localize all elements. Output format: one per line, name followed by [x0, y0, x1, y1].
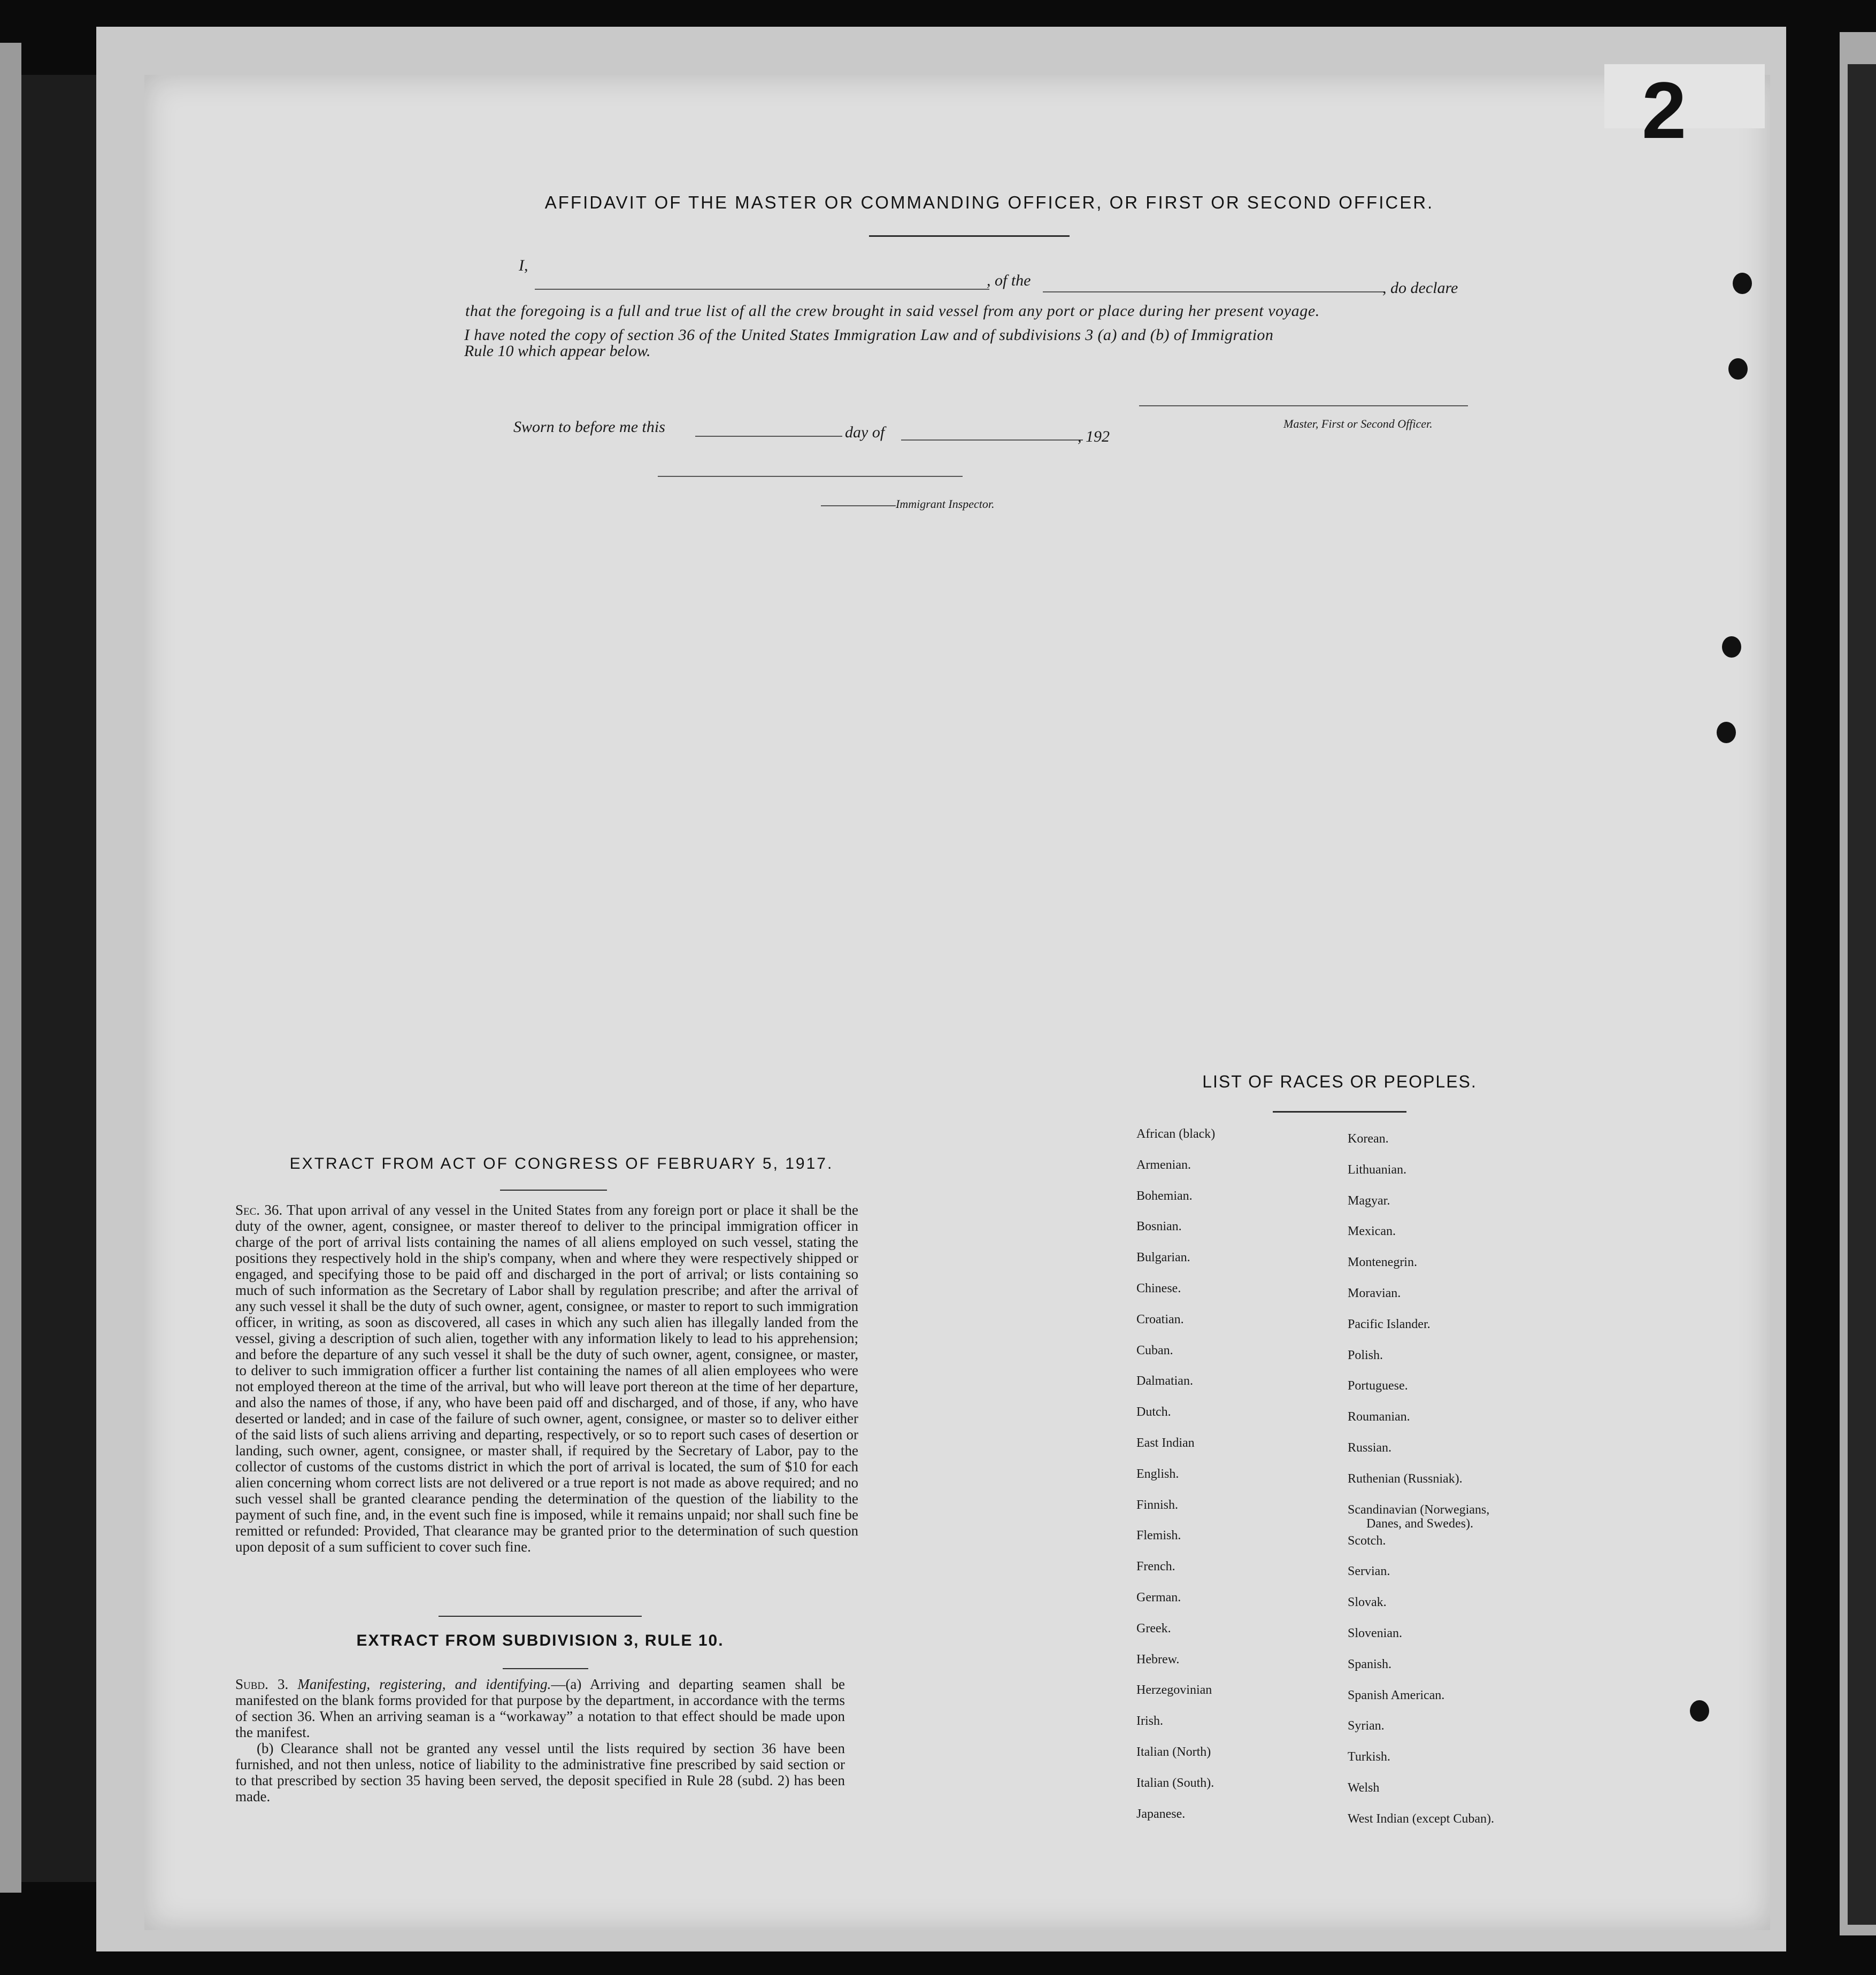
race-item: West Indian (except Cuban).	[1348, 1811, 1494, 1826]
race-item: Mexican.	[1348, 1224, 1396, 1239]
affidavit-line-2: I have noted the copy of section 36 of the United States Immigration Law and of subdivisions 3 (a) and (b) of Immigration	[464, 326, 1274, 344]
race-item: Bulgarian.	[1136, 1251, 1190, 1265]
race-item: Chinese.	[1136, 1282, 1181, 1295]
sworn-day-blank	[695, 436, 842, 437]
inspector-line-1	[658, 476, 963, 477]
punch-hole	[1722, 636, 1741, 658]
race-item: Montenegrin.	[1348, 1255, 1417, 1270]
act-title-rule	[500, 1190, 607, 1191]
rule-extract-title: EXTRACT FROM SUBDIVISION 3, RULE 10.	[356, 1632, 724, 1649]
race-item: German.	[1136, 1591, 1181, 1604]
race-item: Ruthenian (Russniak).	[1348, 1471, 1463, 1486]
race-item: Korean.	[1348, 1132, 1389, 1146]
race-item: Spanish American.	[1348, 1688, 1445, 1702]
section-36-text	[235, 1202, 858, 1555]
affidavit-of-the-label: , of the	[987, 272, 1031, 289]
page-number: 2	[1642, 65, 1687, 155]
race-item: French.	[1136, 1560, 1175, 1574]
affidavit-line-1: that the foregoing is a full and true list of all the crew brought in said vessel from any port or place during her present voyage.	[465, 302, 1320, 320]
race-item: Scandinavian (Norwegians,	[1348, 1502, 1490, 1517]
race-item: African (black)	[1136, 1127, 1216, 1141]
race-item: Slovak.	[1348, 1595, 1387, 1610]
name-blank	[535, 289, 989, 290]
punch-hole	[1728, 358, 1748, 380]
race-item: Portuguese.	[1348, 1379, 1408, 1393]
race-item: Dutch.	[1136, 1405, 1171, 1419]
master-caption: Master, First or Second Officer.	[1283, 417, 1433, 430]
subdivision-3-text	[235, 1676, 845, 1804]
race-item: Croatian.	[1136, 1312, 1184, 1326]
affidavit-declare-label: , do declare	[1382, 279, 1458, 297]
race-item: Syrian.	[1348, 1719, 1385, 1733]
race-item: Servian.	[1348, 1564, 1390, 1579]
race-item: Irish.	[1136, 1714, 1163, 1729]
races-title: LIST OF RACES OR PEOPLES.	[1202, 1072, 1477, 1091]
race-item: Russian.	[1348, 1441, 1392, 1455]
subd-label: Subd. 3.	[235, 1676, 289, 1692]
race-item: Italian (South).	[1136, 1776, 1214, 1790]
race-item: Greek.	[1136, 1621, 1171, 1635]
race-item: Japanese.	[1136, 1807, 1186, 1821]
subd-heading: Manifesting, registering, and identifying.	[297, 1676, 551, 1692]
race-item: Lithuanian.	[1348, 1162, 1406, 1177]
race-item: Dalmatian.	[1136, 1374, 1193, 1388]
race-item: Herzegovinian	[1136, 1683, 1212, 1698]
affidavit-i-label: I,	[519, 257, 528, 274]
race-item: English.	[1136, 1467, 1179, 1481]
race-item: Pacific Islander.	[1348, 1317, 1431, 1331]
subd-para-a: —(a) Arriving and departing seamen shall be manifested on the blank forms provided for that purpose by the department, in accordance with the terms of section 36. When an arriving seaman is a “workaway” a notation to that effect should be made upon the manifest.	[235, 1676, 845, 1740]
section-36-body: That upon arrival of any vessel in the United States from any foreign port or place it shall be the duty of the owner, agent, consignee, or master thereof to deliver to the principal immigration officer in charge of the port of arrival lists containing the names of all aliens employed on such vessel, stating the positions they respectively hold in the ship's company, when and where they were respectively shipped or engaged, and specifying those to be paid off and discharged in the port of arrival; or lists containing so much of such information as the Secretary of Labor shall by regulation prescribe; and after the arrival of any such vessel it shall be the duty of such owner, agent, consignee, or master to report to such immigration officer, in writing, as soon as discovered, all cases in which any such alien has illegally landed from the vessel, giving a description of such alien, together with any information likely to lead to his apprehension; and before the departure of any such vessel it shall be the duty of such owner, agent, consignee, or master, to deliver to such immigration officer a further list containing the names of all alien employees who were not employed thereon at the time of the arrival, but who will leave port thereon at the time of her departure, and also the names of those, if any, who have been paid off and discharged, and of those, if any, who have deserted or landed; and in case of the failure of such owner, agent, consignee, or master so to deliver either of the said lists of such aliens arriving and departing, respectively, or so to report such cases of desertion or landing, such owner, agent, consignee, or master shall, if required by the Secretary of Labor, pay to the collector of customs of the customs district in which the port of arrival is located, the sum of $10 for each alien concerning whom correct lists are not delivered or a true report is not made as above required; and no such vessel shall be granted clearance pending the determination of the question of the liability to the payment of such fine, and, in the event such fine is imposed, while it remains unpaid; nor shall such fine be remitted or refunded: Provided, That clearance may be granted prior to the determination of such question upon deposit of a sum sufficient to cover such fine.	[235, 1202, 858, 1555]
month-blank	[901, 439, 1083, 441]
race-item: East Indian	[1136, 1436, 1195, 1450]
race-item: Bosnian.	[1136, 1220, 1182, 1234]
punch-hole	[1690, 1700, 1709, 1722]
race-item: Turkish.	[1348, 1750, 1390, 1764]
race-item: Italian (North)	[1136, 1745, 1211, 1759]
master-signature-line	[1139, 405, 1468, 406]
day-of-label: day of	[845, 423, 885, 441]
affidavit-line-3: Rule 10 which appear below.	[464, 342, 651, 360]
race-item: Flemish.	[1136, 1529, 1181, 1543]
affidavit-title: AFFIDAVIT OF THE MASTER OR COMMANDING OFFICER, OR FIRST OR SECOND OFFICER.	[544, 192, 1434, 212]
race-item: Scotch.	[1348, 1533, 1386, 1548]
affidavit-title-rule	[869, 235, 1070, 237]
race-item: Welsh	[1348, 1781, 1380, 1795]
punch-hole	[1717, 722, 1736, 743]
race-item: Hebrew.	[1136, 1652, 1180, 1667]
vessel-blank	[1043, 291, 1385, 292]
race-item: Polish.	[1348, 1348, 1383, 1362]
race-item: Finnish.	[1136, 1498, 1179, 1512]
race-item: Magyar.	[1348, 1193, 1390, 1208]
race-item: Spanish.	[1348, 1657, 1392, 1671]
race-item: Cuban.	[1136, 1343, 1173, 1357]
document-page	[144, 75, 1770, 1930]
inspector-line-2	[821, 505, 896, 506]
sworn-label: Sworn to before me this	[513, 418, 665, 436]
race-item: Roumanian.	[1348, 1410, 1410, 1424]
right-page-shadow	[1848, 64, 1876, 1925]
race-item: Armenian.	[1136, 1158, 1191, 1172]
race-item: Moravian.	[1348, 1286, 1401, 1300]
races-title-rule	[1273, 1111, 1406, 1113]
punch-hole	[1733, 273, 1752, 294]
race-item: Danes, and Swedes).	[1366, 1516, 1473, 1531]
act-extract-title: EXTRACT FROM ACT OF CONGRESS OF FEBRUARY 5, 1917.	[289, 1155, 834, 1172]
section-36-label: Sec. 36.	[235, 1202, 283, 1218]
inspector-caption: Immigrant Inspector.	[896, 497, 995, 511]
race-item: Bohemian.	[1136, 1189, 1193, 1203]
left-page-shadow	[21, 75, 102, 1882]
year-label: , 192	[1078, 428, 1110, 445]
race-item: Slovenian.	[1348, 1626, 1402, 1640]
act-end-rule	[439, 1616, 642, 1617]
rule-title-rule	[503, 1668, 588, 1669]
subd-para-b: (b) Clearance shall not be granted any vessel until the lists required by section 36 have been furnished, and not then unless, notice of liability to the administrative fine prescribed by said section or to that prescribed by section 35 having been served, the deposit specified in Rule 28 (subd. 2) has been made.	[235, 1740, 845, 1804]
left-page-edge	[0, 43, 21, 1893]
